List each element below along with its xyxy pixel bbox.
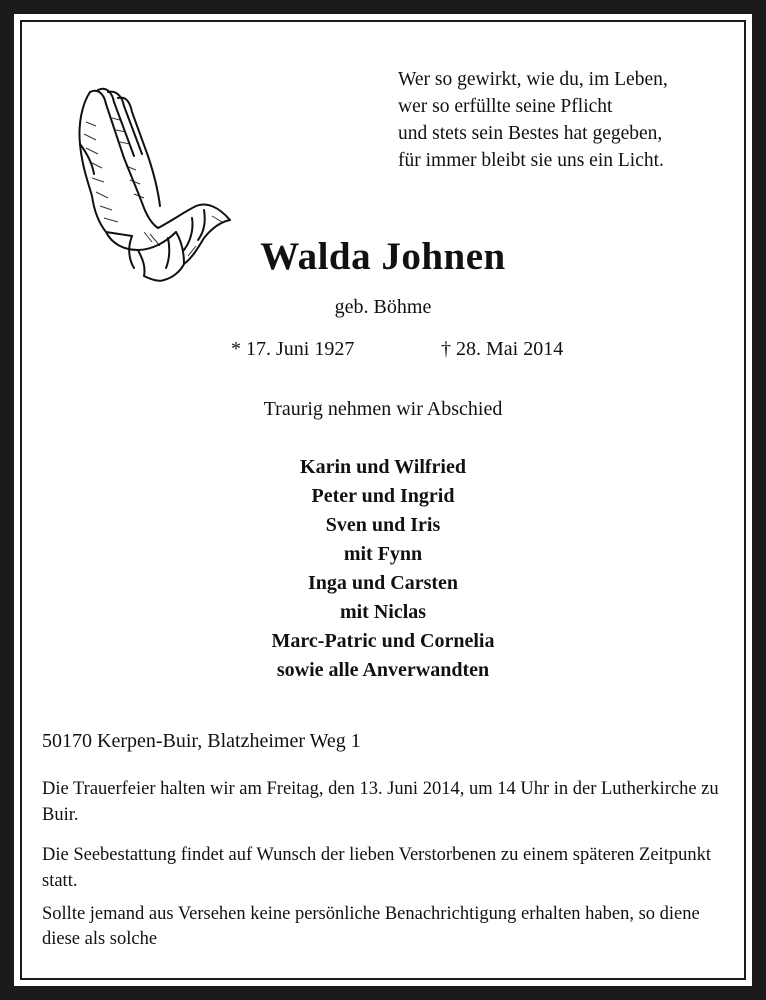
- maiden-name: geb. Böhme: [334, 296, 432, 318]
- mourners-list: [0, 453, 766, 685]
- mourner-line: Karin und Wilfried: [300, 456, 466, 478]
- mourner-line: mit Fynn: [343, 543, 423, 565]
- address: 50170 Kerpen-Buir, Blatzheimer Weg 1: [42, 730, 361, 752]
- poem-line: wer so erfüllte seine Pflicht: [398, 96, 613, 117]
- poem: [398, 66, 668, 174]
- death-date: † 28. Mai 2014: [441, 338, 564, 360]
- mourner-line: mit Niclas: [339, 601, 427, 623]
- farewell-line: Traurig nehmen wir Abschied: [263, 398, 503, 420]
- funeral-notice: Die Trauerfeier halten wir am Freitag, den 13. Juni 2014, um 14 Uhr in der Lutherkirche zu Buir.: [42, 779, 719, 825]
- birth-date: * 17. Juni 1927: [231, 338, 355, 360]
- mourner-line: Marc-Patric und Cornelia: [271, 630, 495, 652]
- mourner-line: sowie alle Anverwandten: [276, 659, 490, 681]
- mourner-line: Peter und Ingrid: [311, 485, 455, 507]
- mourner-line: Sven und Iris: [325, 514, 441, 536]
- poem-line: für immer bleibt sie uns ein Licht.: [398, 150, 664, 171]
- burial-notice: Die Seebestattung findet auf Wunsch der lieben Verstorbenen zu einem späteren Zeitpunkt statt.: [42, 845, 711, 891]
- poem-line: Wer so gewirkt, wie du, im Leben,: [398, 69, 668, 90]
- poem-line: und stets sein Bestes hat gegeben,: [398, 123, 663, 144]
- mourner-line: Inga und Carsten: [307, 572, 459, 594]
- deceased-name: Walda Johnen: [260, 235, 506, 278]
- notification-notice: Sollte jemand aus Versehen keine persönliche Benachrichtigung erhalten haben, so diene diese als solche: [42, 904, 700, 949]
